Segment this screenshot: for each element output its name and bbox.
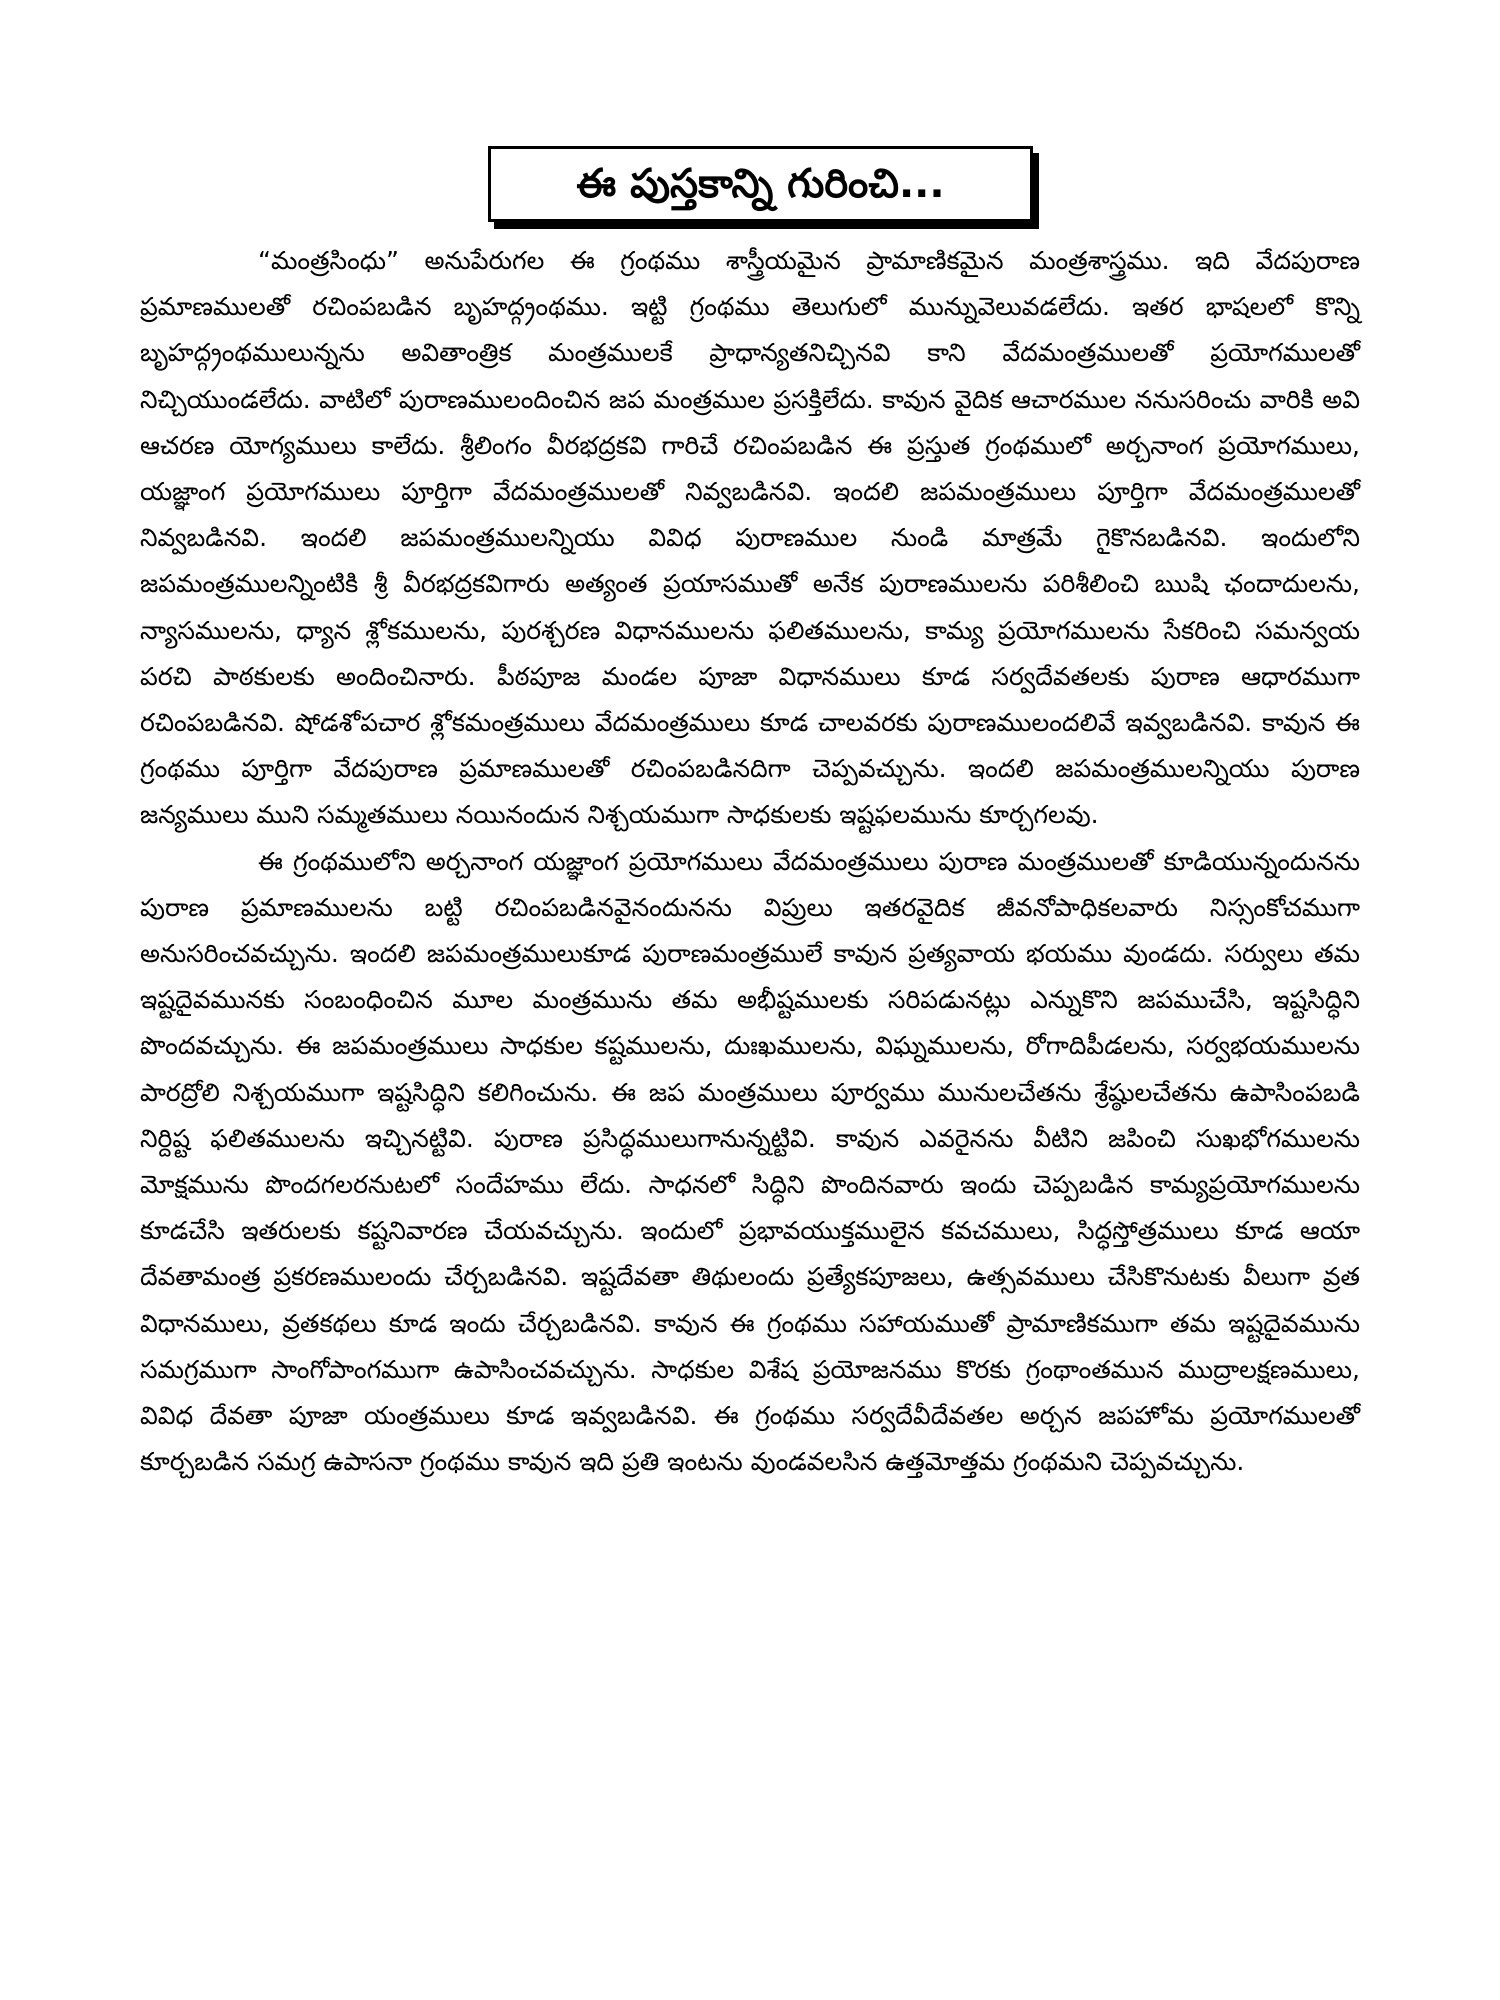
body-text bbox=[140, 238, 1360, 1485]
title-box bbox=[488, 146, 1033, 222]
paragraph-2: ఈ గ్రంథములోని అర్చనాంగ యజ్ఞాంగ ప్రయోగములు వేదమంత్రములు పురాణ మంత్రములతో కూడియున్నందునను పురాణ ప్రమాణములను బట్టి రచింపబడినవైనందునను విప్రులు ఇతరవైదిక జీవనోపాధికలవారు నిస్సంకోచముగా అనుసరించవచ్చును. ఇందలి జపమంత్రములుకూడ పురాణమంత్రములే కావున ప్రత్యవాయ భయము వుండదు. సర్వులు తమ ఇష్టదైవమునకు సంబంధించిన మూల మంత్రమును తమ అభీష్టములకు సరిపడునట్లు ఎన్నుకొని జపముచేసి, ఇష్టసిద్ధిని పొందవచ్చును. ఈ జపమంత్రములు సాధకుల కష్టములను, దుఃఖములను, విఘ్నములను, రోగాదిపీడలను, సర్వభయములను పారద్రోలి నిశ్చయముగా ఇష్టసిద్ధిని కలిగించును. ఈ జప మంత్రములు పూర్వము మునులచేతను శ్రేష్ఠులచేతను ఉపాసింపబడి నిర్దిష్ట ఫలితములను ఇచ్చినట్టివి. పురాణ ప్రసిద్ధములుగానున్నట్టివి. కావున ఎవరైనను వీటిని జపించి సుఖభోగములను మోక్షమును పొందగలరనుటలో సందేహము లేదు. సాధనలో సిద్ధిని పొందినవారు ఇందు చెప్పబడిన కామ్యప్రయోగములను కూడచేసి ఇతరులకు కష్టనివారణ చేయవచ్చును. ఇందులో ప్రభావయుక్తములైన కవచములు, సిద్ధస్తోత్రములు కూడ ఆయా దేవతామంత్ర ప్రకరణములందు చేర్చబడినవి. ఇష్టదేవతా తిథులందు ప్రత్యేకపూజలు, ఉత్సవములు చేసికొనుటకు వీలుగా వ్రత విధానములు, వ్రతకథలు కూడ ఇందు చేర్చబడినవి. కావున ఈ గ్రంథము సహాయముతో ప్రామాణికముగా తమ ఇష్టదైవమును సమగ్రముగా సాంగోపాంగముగా ఉపాసించవచ్చును. సాధకుల విశేష ప్రయోజనము కొరకు గ్రంథాంతమున ముద్రాలక్షణములు, వివిధ దేవతా పూజా యంత్రములు కూడ ఇవ్వబడినవి. ఈ గ్రంథము సర్వదేవీదేవతల అర్చన జపహోమ ప్రయోగములతో కూర్చబడిన సమగ్ర ఉపాసనా గ్రంథము కావున ఇది ప్రతి ఇంటను వుండవలసిన ఉత్తమోత్తమ గ్రంథమని చెప్పవచ్చును. bbox=[140, 846, 1360, 1477]
paragraph-1: “మంత్రసింధు” అనుపేరుగల ఈ గ్రంథము శాస్త్రీయమైన ప్రామాణికమైన మంత్రశాస్త్రము. ఇది వేదపురాణ ప్రమాణములతో రచింపబడిన బృహద్గ్రంథము. ఇట్టి గ్రంథము తెలుగులో మున్నువెలువడలేదు. ఇతర భాషలలో కొన్ని బృహద్గ్రంథములున్నను అవితాంత్రిక మంత్రములకే ప్రాధాన్యతనిచ్చినవి కాని వేదమంత్రములతో ప్రయోగములతో నిచ్చియుండలేదు. వాటిలో పురాణములందించిన జప మంత్రముల ప్రసక్తిలేదు. కావున వైదిక ఆచారముల ననుసరించు వారికి అవి ఆచరణ యోగ్యములు కాలేదు. శ్రీలింగం వీరభద్రకవి గారిచే రచింపబడిన ఈ ప్రస్తుత గ్రంథములో అర్చనాంగ ప్రయోగములు, యజ్ఞాంగ ప్రయోగములు పూర్తిగా వేదమంత్రములతో నివ్వబడినవి. ఇందలి జపమంత్రములు పూర్తిగా వేదమంత్రములతో నివ్వబడినవి. ఇందలి జపమంత్రములన్నియు వివిధ పురాణముల నుండి మాత్రమే గైకొనబడినవి. ఇందులోని జపమంత్రములన్నింటికి శ్రీ వీరభద్రకవిగారు అత్యంత ప్రయాసముతో అనేక పురాణములను పరిశీలించి ఋషి ఛందాదులను, న్యాసములను, ధ్యాన శ్లోకములను, పురశ్చరణ విధానములను ఫలితములను, కామ్య ప్రయోగములను సేకరించి సమన్వయ పరచి పాఠకులకు అందించినారు. పీఠపూజ మండల పూజా విధానములు కూడ సర్వదేవతలకు పురాణ ఆధారముగా రచింపబడినవి. షోడశోపచార శ్లోకమంత్రములు వేదమంత్రములు కూడ చాలవరకు పురాణములందలివే ఇవ్వబడినవి. కావున ఈ గ్రంథము పూర్తిగా వేదపురాణ ప్రమాణములతో రచింపబడినదిగా చెప్పవచ్చును. ఇందలి జపమంత్రములన్నియు పురాణ జన్యములు ముని సమ్మతములు నయినందున నిశ్చయముగా సాధకులకు ఇష్టఫలమును కూర్చగలవు. bbox=[140, 246, 1360, 830]
page-title: ఈ పుస్తకాన్ని గురించి... bbox=[576, 161, 945, 207]
